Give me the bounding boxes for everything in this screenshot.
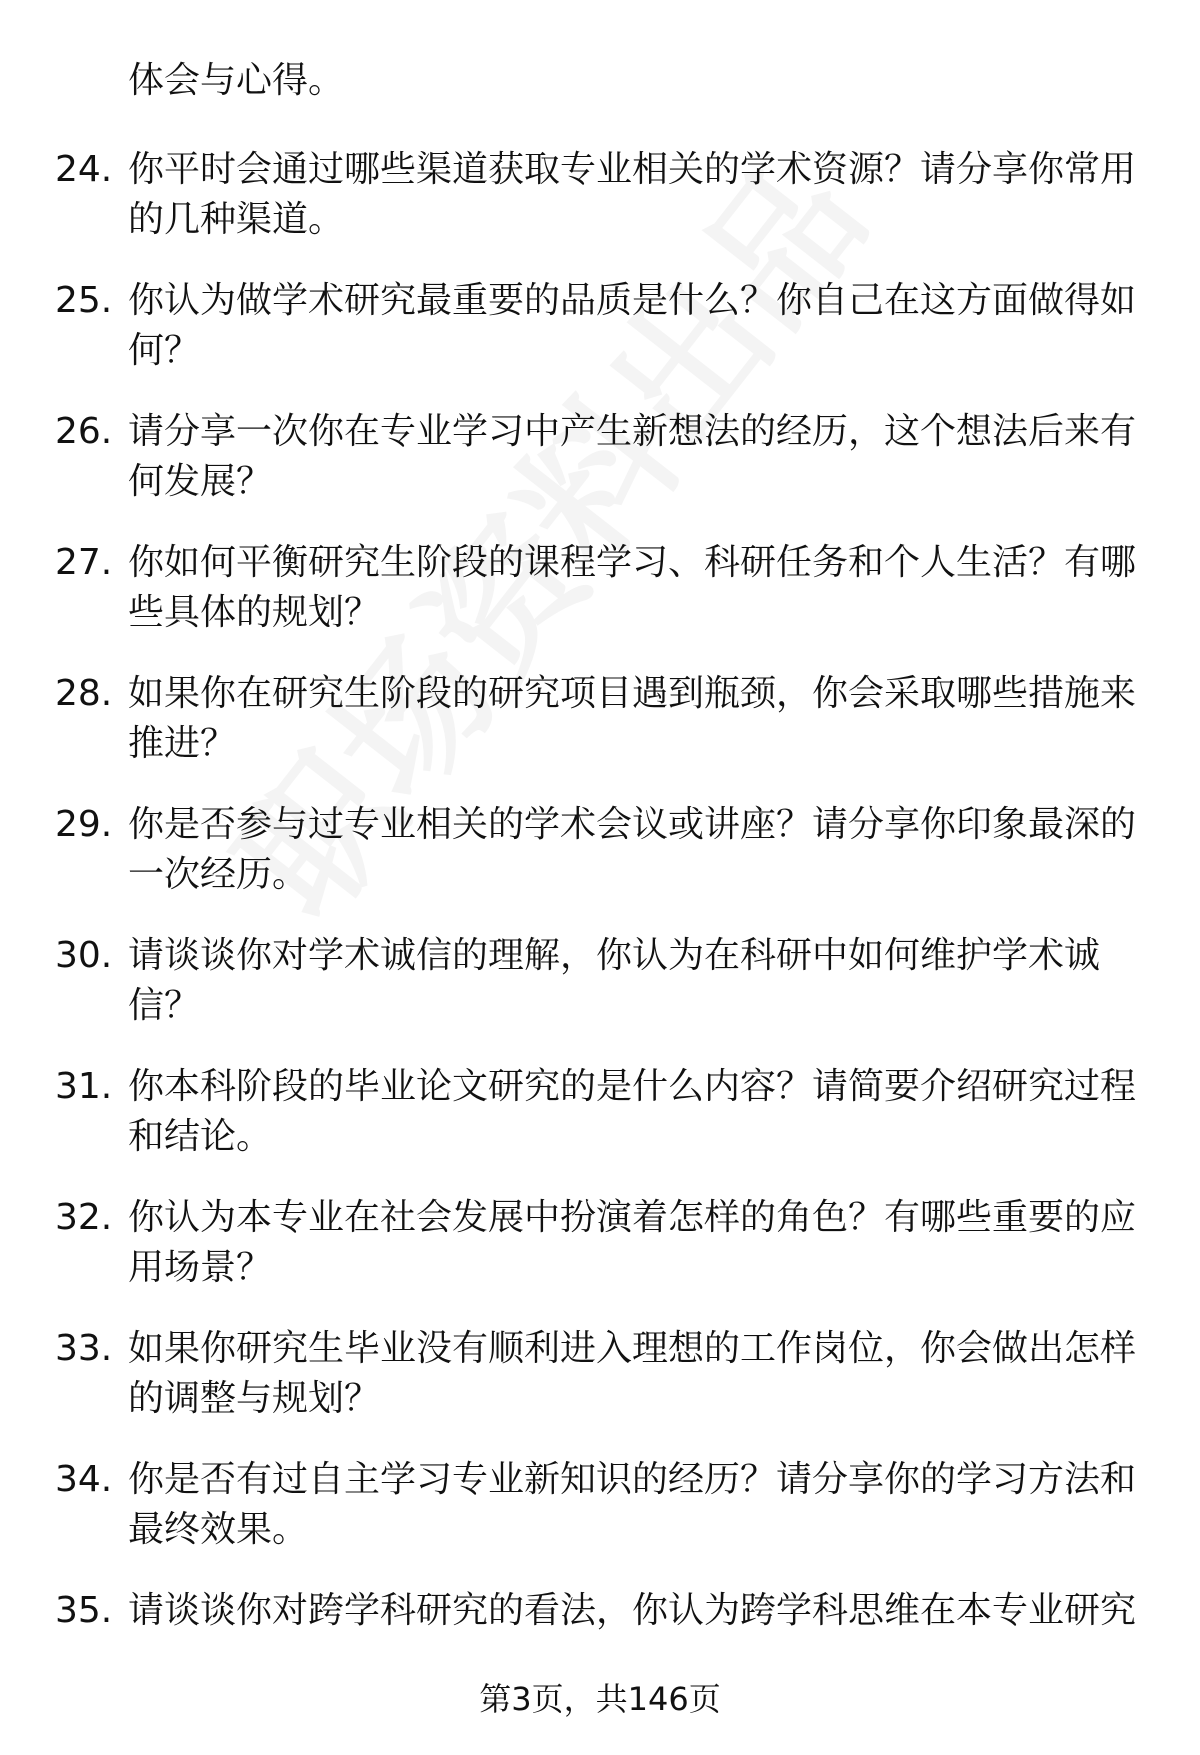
question-item: [0, 407, 1200, 538]
question-item: [0, 931, 1200, 1062]
question-number: 34.: [55, 1459, 113, 1500]
question-item: [0, 1455, 1200, 1586]
question-text: 请分享一次你在专业学习中产生新想法的经历，这个想法后来有何发展？: [128, 411, 1137, 502]
question-text: 如果你研究生毕业没有顺利进入理想的工作岗位，你会做出怎样的调整与规划？: [128, 1328, 1137, 1419]
question-item: [0, 538, 1200, 669]
continuation-text: 体会与心得。: [128, 60, 345, 101]
question-text: 如果你在研究生阶段的研究项目遇到瓶颈，你会采取哪些措施来推进？: [128, 673, 1137, 764]
question-text: 你是否参与过专业相关的学术会议或讲座？请分享你印象最深的一次经历。: [128, 804, 1137, 895]
page-footer: 第3页，共146页: [479, 1680, 721, 1718]
question-number: 31.: [55, 1066, 113, 1107]
question-item: [0, 800, 1200, 931]
question-item: [0, 145, 1200, 276]
question-number: 24.: [55, 149, 113, 190]
question-text: 你认为本专业在社会发展中扮演着怎样的角色？有哪些重要的应用场景？: [128, 1197, 1137, 1288]
question-text: 请谈谈你对跨学科研究的看法，你认为跨学科思维在本专业研究: [128, 1590, 1137, 1631]
question-text: 你平时会通过哪些渠道获取专业相关的学术资源？请分享你常用的几种渠道。: [128, 149, 1137, 240]
question-text: 你如何平衡研究生阶段的课程学习、科研任务和个人生活？有哪些具体的规划？: [128, 542, 1137, 633]
question-number: 29.: [55, 804, 113, 845]
question-text: 你是否有过自主学习专业新知识的经历？请分享你的学习方法和最终效果。: [128, 1459, 1137, 1550]
question-text: 你本科阶段的毕业论文研究的是什么内容？请简要介绍研究过程和结论。: [128, 1066, 1137, 1157]
question-item: [0, 1324, 1200, 1455]
question-item: [0, 1062, 1200, 1193]
question-number: 35.: [55, 1590, 113, 1631]
question-item: [0, 276, 1200, 407]
question-number: 30.: [55, 935, 113, 976]
question-text: 请谈谈你对学术诚信的理解，你认为在科研中如何维护学术诚信？: [128, 935, 1101, 1026]
question-number: 27.: [55, 542, 113, 583]
question-item: [0, 669, 1200, 800]
question-number: 26.: [55, 411, 113, 452]
question-list: [0, 145, 1200, 1717]
question-number: 33.: [55, 1328, 113, 1369]
question-number: 32.: [55, 1197, 113, 1238]
question-number: 25.: [55, 280, 113, 321]
question-number: 28.: [55, 673, 113, 714]
question-item: [0, 1193, 1200, 1324]
question-text: 你认为做学术研究最重要的品质是什么？你自己在这方面做得如何？: [128, 280, 1137, 371]
